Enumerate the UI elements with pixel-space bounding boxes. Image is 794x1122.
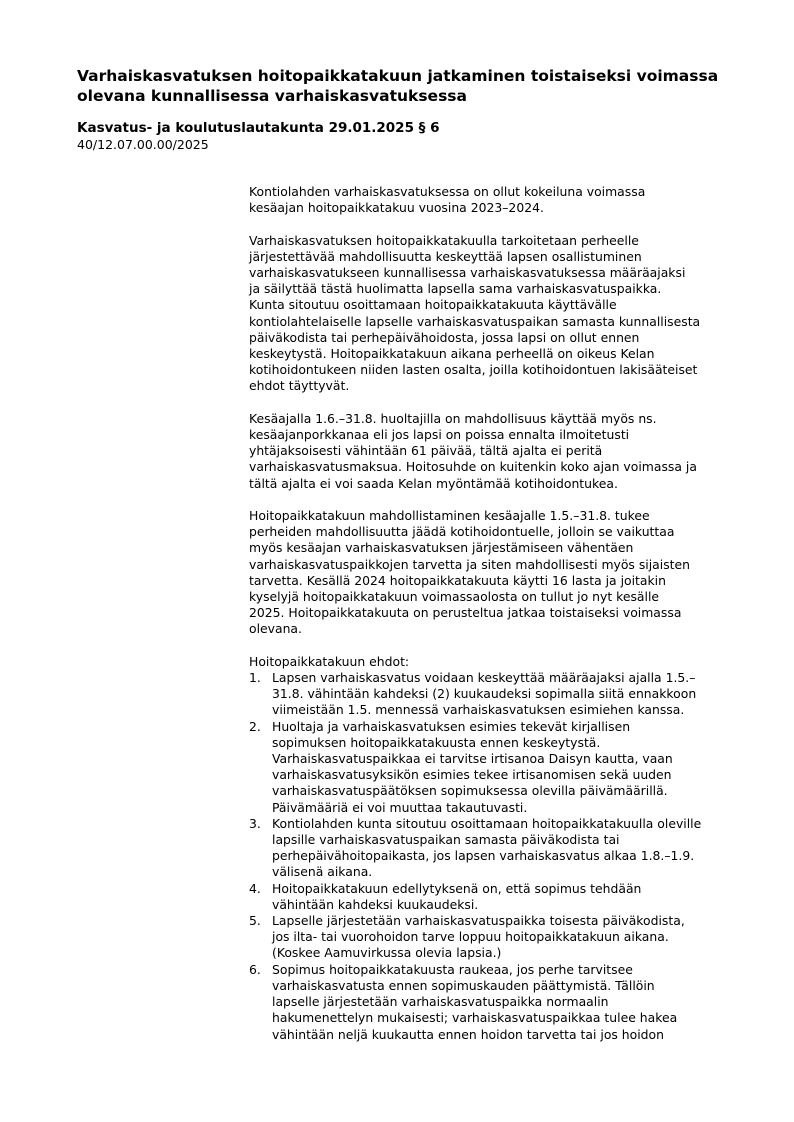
- text-line: varhaiskasvatusta ennen sopimuskauden päättymistä. Tällöin: [272, 977, 655, 993]
- condition-number: 2.: [249, 718, 261, 734]
- condition-item: [249, 670, 759, 719]
- text-line: kontiolahtelaiselle lapselle varhaiskasvatuspaikan samasta kunnallisesta: [249, 313, 701, 329]
- text-line: 2025. Hoitopaikkatakuuta on perusteltua jatkaa toistaiseksi voimassa: [249, 605, 682, 621]
- text-line: kotihoidontukeen niiden lasten osalta, joilla kotihoidontuen lakisääteiset: [249, 362, 698, 378]
- title-line: olevana kunnallisessa varhaiskasvatuksessa: [77, 87, 467, 105]
- text-line: Kontiolahden varhaiskasvatuksessa on ollut kokeiluna voimassa: [249, 184, 646, 199]
- condition-number: 4.: [249, 880, 261, 896]
- condition-item: [249, 719, 759, 816]
- text-line: jos ilta- tai vuorohoidon tarve loppuu hoitopaikkatakuun aikana.: [272, 929, 669, 945]
- text-line: Kontiolahden kunta sitoutuu osoittamaan hoitopaikkatakuulla oleville: [272, 815, 702, 831]
- text-line: sopimuksen hoitopaikkatakuusta ennen keskeytystä.: [272, 734, 601, 750]
- text-line: lapselle järjestetään varhaiskasvatuspaikka normaalin: [272, 994, 609, 1010]
- text-line: 31.8. vähintään kahdeksi (2) kuukaudeksi sopimalla siitä ennakkoon: [272, 686, 697, 702]
- committee-meeting-line: Kasvatus- ja koulutuslautakunta 29.01.2025 § 6: [77, 120, 440, 136]
- paragraph-justification: [249, 508, 759, 638]
- text-line: varhaiskasvatuspäätöksen sopimuksessa olevilla päivämäärillä.: [272, 783, 668, 799]
- paragraph-summer: [249, 411, 759, 492]
- text-line: kesäajan hoitopaikkatakuu vuosina 2023–2024.: [249, 200, 544, 216]
- condition-number: 6.: [249, 961, 261, 977]
- text-line: tältä ajalta ei voi saada Kelan myöntämää kotihoidontukea.: [249, 475, 618, 491]
- condition-item: [249, 913, 759, 962]
- text-line: Päivämääriä ei voi muuttaa takautuvasti.: [272, 799, 528, 815]
- text-line: tarvetta. Kesällä 2024 hoitopaikkatakuuta käytti 16 lasta ja joitakin: [249, 572, 666, 588]
- document-body: [249, 184, 759, 1043]
- text-line: kyselyjä hoitopaikkatakuun voimassaolosta on tullut jo nyt kesälle: [249, 589, 660, 605]
- text-line: Kesäajalla 1.6.–31.8. huoltajilla on mahdollisuus käyttää myös ns.: [249, 410, 657, 426]
- text-line: ehdot täyttyvät.: [249, 378, 350, 394]
- condition-number: 3.: [249, 815, 261, 831]
- text-line: Varhaiskasvatuksen hoitopaikkatakuulla tarkoitetaan perheelle: [249, 232, 639, 248]
- condition-item: [249, 962, 759, 1043]
- text-line: Kunta sitoutuu osoittamaan hoitopaikkatakuuta käyttävälle: [249, 297, 617, 313]
- condition-item: [249, 881, 759, 913]
- conditions-heading: Hoitopaikkatakuun ehdot:: [249, 653, 410, 669]
- condition-number: 1.: [249, 670, 261, 686]
- text-line: keskeytystä. Hoitopaikkatakuun aikana perheellä on oikeus Kelan: [249, 346, 655, 362]
- text-line: varhaiskasvatukseen kunnallisessa varhaiskasvatuksessa määräajaksi: [249, 265, 686, 280]
- text-line: varhaiskasvatuspaikkojen tarvetta ja siten mahdollisesti myös sijaisten: [249, 556, 690, 572]
- reference-number: 40/12.07.00.00/2025: [77, 137, 209, 152]
- text-line: viimeistään 1.5. mennessä varhaiskasvatuksen esimiehen kanssa.: [272, 702, 685, 718]
- text-line: (Koskee Aamuvirkussa olevia lapsia.): [272, 945, 502, 961]
- text-line: Varhaiskasvatuspaikkaa ei tarvitse irtisanoa Daisyn kautta, vaan: [272, 751, 673, 767]
- text-line: hakumenettelyn mukaisesti; varhaiskasvatuspaikkaa tulee hakea: [272, 1010, 678, 1026]
- text-line: perhepäivähoitopaikasta, jos lapsen varhaiskasvatus alkaa 1.8.–1.9.: [272, 848, 695, 864]
- text-line: kesäajanporkkanaa eli jos lapsi on poissa ennalta ilmoitetusti: [249, 427, 630, 443]
- text-line: järjestettävää mahdollisuutta keskeyttää lapsen osallistuminen: [249, 248, 642, 264]
- paragraph-intro: [249, 184, 759, 216]
- text-line: vähintään neljä kuukautta ennen hoidon tarvetta tai jos hoidon: [272, 1026, 664, 1042]
- document-title: [77, 66, 777, 106]
- text-line: ja säilyttää tästä huolimatta lapsella sama varhaiskasvatuspaikka.: [249, 281, 662, 297]
- text-line: Hoitopaikkatakuun mahdollistaminen kesäajalle 1.5.–31.8. tukee: [249, 508, 650, 524]
- paragraph-definition: [249, 233, 759, 395]
- text-line: päiväkodista tai perhepäivähoidosta, jossa lapsi on ollut ennen: [249, 329, 640, 345]
- text-line: perheiden mahdollisuutta jäädä kotihoidontuelle, jolloin se vaikuttaa: [249, 524, 675, 540]
- text-line: yhtäjaksoisesti vähintään 61 päivää, tältä ajalta ei peritä: [249, 443, 603, 459]
- title-line: Varhaiskasvatuksen hoitopaikkatakuun jatkaminen toistaiseksi voimassa: [77, 67, 719, 85]
- text-line: Lapsen varhaiskasvatus voidaan keskeyttää määräajaksi ajalla 1.5.–: [272, 670, 696, 686]
- text-line: Hoitopaikkatakuun edellytyksenä on, että sopimus tehdään: [272, 880, 642, 896]
- text-line: Huoltaja ja varhaiskasvatuksen esimies tekevät kirjallisen: [272, 718, 631, 734]
- text-line: Sopimus hoitopaikkatakuusta raukeaa, jos perhe tarvitsee: [272, 961, 633, 977]
- text-line: lapsille varhaiskasvatuspaikan samasta päiväkodista tai: [272, 832, 620, 848]
- text-line: välisenä aikana.: [272, 864, 373, 880]
- conditions-list: [249, 670, 759, 1043]
- text-line: varhaiskasvatusyksikön esimies tekee irtisanomisen sekä uuden: [272, 767, 672, 783]
- text-line: varhaiskasvatusmaksua. Hoitosuhde on kuitenkin koko ajan voimassa ja: [249, 459, 697, 475]
- condition-item: [249, 816, 759, 881]
- text-line: myös kesäajan varhaiskasvatuksen järjestämiseen vähentäen: [249, 540, 634, 556]
- text-line: Lapselle järjestetään varhaiskasvatuspaikka toisesta päiväkodista,: [272, 913, 685, 929]
- text-line: olevana.: [249, 621, 302, 637]
- text-line: vähintään kahdeksi kuukaudeksi.: [272, 896, 479, 912]
- condition-number: 5.: [249, 913, 261, 929]
